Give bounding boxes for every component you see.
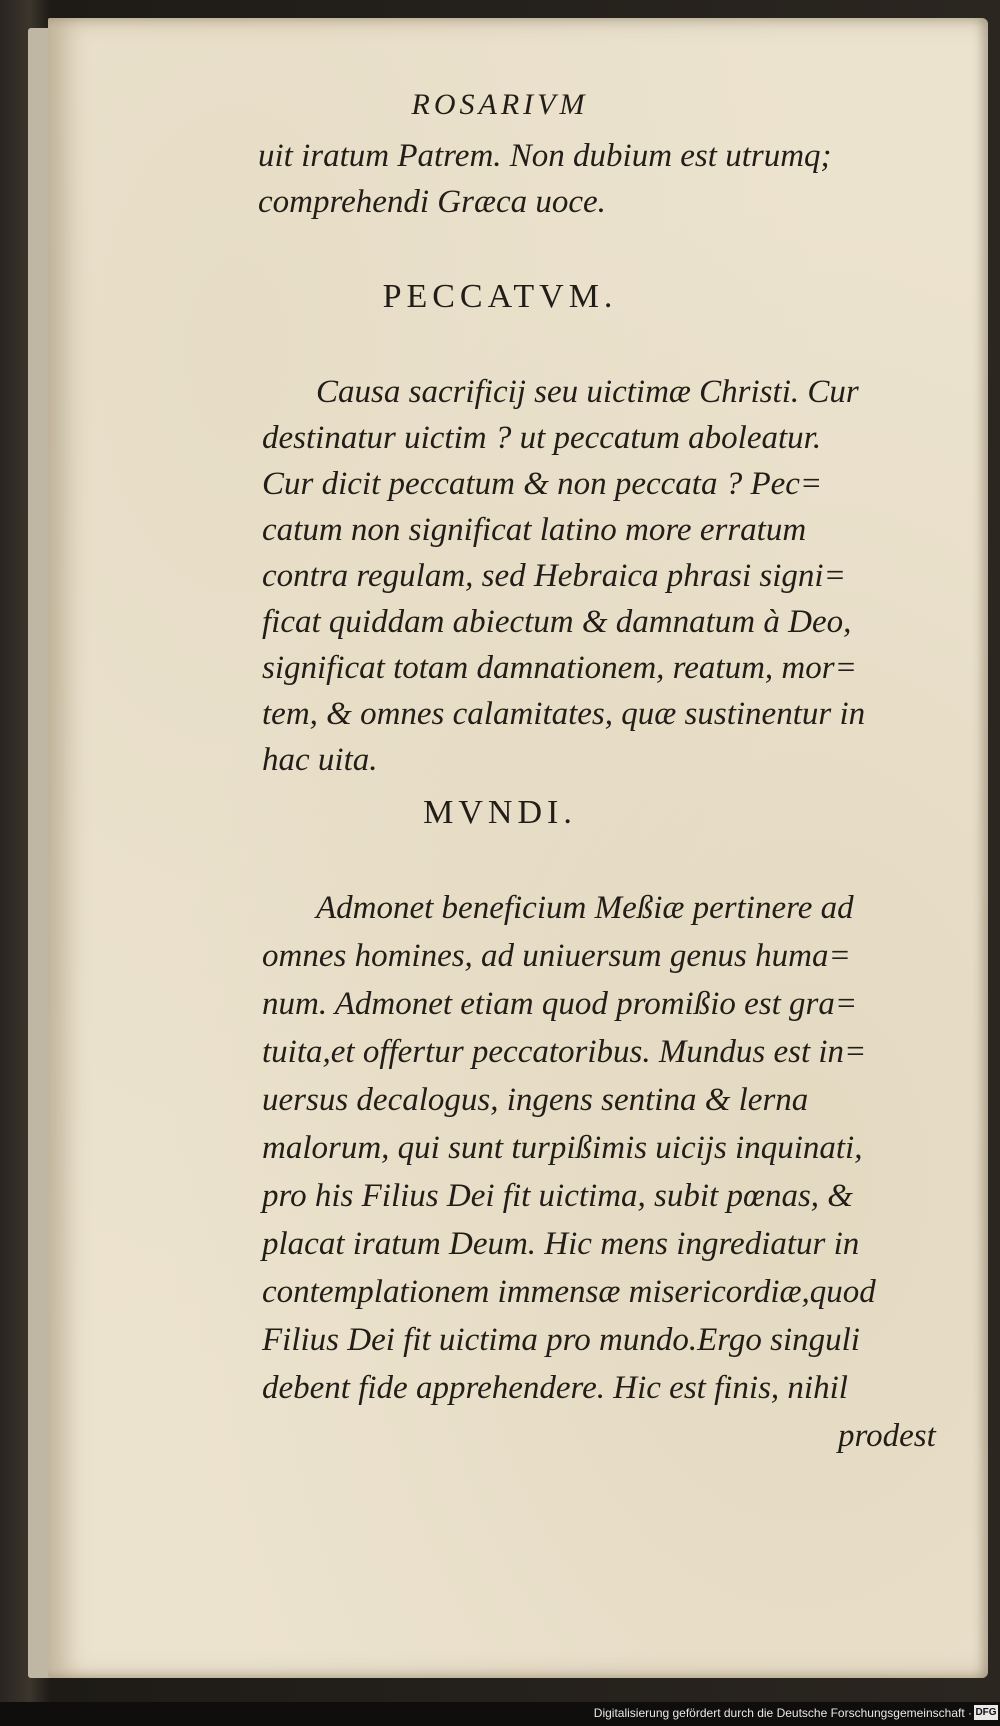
running-head: ROSARIVM: [411, 88, 589, 121]
text-line: catum non significat latino more erratum: [262, 512, 807, 548]
section-heading-mundi: MVNDI.: [423, 794, 577, 831]
text-line: comprehendi Græca uoce.: [258, 184, 606, 220]
text-line: ficat quiddam abiectum & damnatum à Deo,: [262, 604, 852, 640]
text-line: malorum, qui sunt turpißimis uicijs inquinati,: [262, 1130, 863, 1166]
text-line: Causa sacrificij seu uictimæ Christi. Cur: [316, 374, 859, 410]
text-line: pro his Filius Dei fit uictima, subit pœnas, &: [262, 1178, 853, 1214]
text-line: tuita,et offertur peccatoribus. Mundus est in=: [262, 1034, 867, 1070]
text-line: tem, & omnes calamitates, quæ sustinentur in: [262, 696, 866, 732]
text-line: Filius Dei fit uictima pro mundo.Ergo singuli: [262, 1322, 860, 1358]
text-line: num. Admonet etiam quod promißio est gra=: [262, 986, 858, 1022]
text-line: omnes homines, ad uniuersum genus huma=: [262, 938, 851, 974]
text-line: destinatur uictim ? ut peccatum aboleatur.: [262, 420, 822, 456]
text-line: significat totam damnationem, reatum, mor=: [262, 650, 857, 686]
text-line: contra regulam, sed Hebraica phrasi signi=: [262, 558, 846, 594]
text-line: placat iratum Deum. Hic mens ingrediatur in: [262, 1226, 860, 1262]
text-line: Cur dicit peccatum & non peccata ? Pec=: [262, 466, 823, 502]
text-line: uersus decalogus, ingens sentina & lerna: [262, 1082, 809, 1118]
catchword: prodest: [838, 1418, 936, 1454]
footer-credit: Digitalisierung gefördert durch die Deutsche Forschungsgemeinschaft ·: [593, 1706, 972, 1720]
text-line: hac uita.: [262, 742, 378, 778]
text-line: debent fide apprehendere. Hic est finis, nihil: [262, 1370, 848, 1406]
dfg-logo: DFG: [975, 1707, 997, 1718]
text-line: contemplationem immensæ misericordiæ,quod: [262, 1274, 876, 1310]
text-line: Admonet beneficium Meßiæ pertinere ad: [316, 890, 854, 926]
text-line: uit iratum Patrem. Non dubium est utrumq;: [258, 138, 832, 174]
section-heading-peccatum: PECCATVM.: [382, 278, 618, 315]
